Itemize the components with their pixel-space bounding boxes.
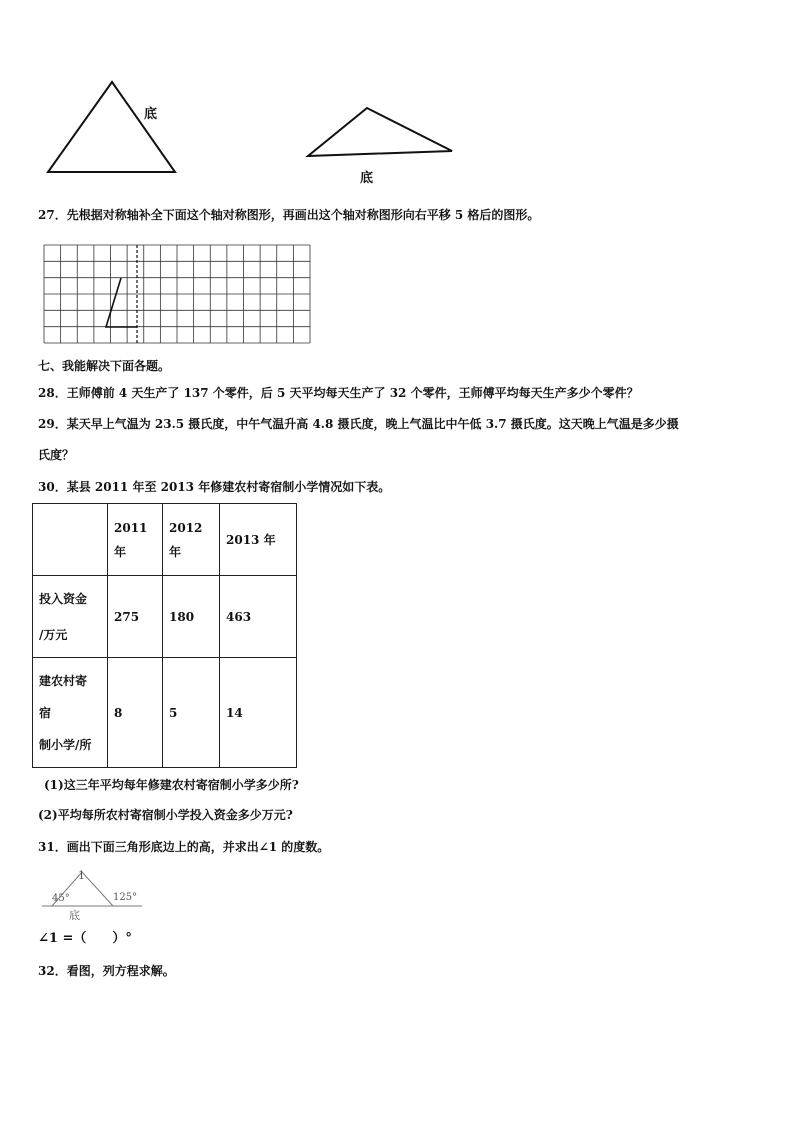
- angle-45-label: 45°: [52, 893, 70, 904]
- question-29-text-line2: 氏度？: [38, 448, 75, 462]
- table-row-label: 建农村寄 宿 制小学/所: [33, 658, 108, 768]
- question-30-text: 30．某县 2011 年至 2013 年修建农村寄宿制小学情况如下表。: [38, 480, 391, 494]
- triangle-2-shape: [308, 108, 452, 156]
- question-30-sub2: (2)平均每所农村寄宿制小学投入资金多少万元?: [38, 808, 293, 822]
- school-data-table: [32, 503, 297, 768]
- angle-125-label: 125°: [113, 892, 138, 903]
- table-row-label: 投入资金 /万元: [33, 576, 108, 658]
- question-29-text-line1: 29．某天早上气温为 23.5 摄氏度，中午气温升高 4.8 摄氏度，晚上气温比中午低 3.7 摄氏度。这天晚上气温是多少摄: [38, 417, 679, 431]
- grid-figure: [44, 245, 310, 343]
- question-30-sub1: (1)这三年平均每年修建农村寄宿制小学多少所?: [44, 778, 299, 792]
- table-row: [33, 576, 297, 658]
- table-header-row: [33, 504, 297, 576]
- question-32-text: 32．看图，列方程求解。: [38, 964, 175, 978]
- question-27-text: 27．先根据对称轴补全下面这个轴对称图形，再画出这个轴对称图形向右平移 5 格后的图形。: [38, 208, 540, 222]
- triangle-1-base-label: 底: [144, 107, 158, 122]
- table-corner-cell: [33, 504, 108, 576]
- table-cell: 14: [220, 658, 297, 768]
- table-row: [33, 658, 297, 768]
- triangle-figure-1: [0, 0, 794, 200]
- table-cell: 275: [108, 576, 163, 658]
- section-7-heading: 七、我能解决下面各题。: [38, 359, 171, 373]
- table-header-2011: 2011 年: [108, 504, 163, 576]
- grid-lines: [44, 245, 310, 343]
- figure-base-label: 底: [69, 909, 80, 922]
- table-cell: 5: [163, 658, 220, 768]
- question-28-text: 28．王师傅前 4 天生产了 137 个零件，后 5 天平均每天生产了 32 个零件，王师傅平均每天生产多少个零件？: [38, 386, 639, 400]
- angle-1-label: 1: [78, 869, 85, 882]
- question-31-text: 31．画出下面三角形底边上的高，并求出∠1 的度数。: [38, 840, 330, 854]
- triangle-1-shape: [48, 82, 175, 172]
- table-cell: 8: [108, 658, 163, 768]
- question-31-answer: ∠1 =（ ）°: [38, 931, 132, 946]
- table-header-2013: 2013 年: [220, 504, 297, 576]
- table-cell: 180: [163, 576, 220, 658]
- table-header-2012: 2012 年: [163, 504, 220, 576]
- table-cell: 463: [220, 576, 297, 658]
- triangle-2-base-label: 底: [360, 171, 374, 186]
